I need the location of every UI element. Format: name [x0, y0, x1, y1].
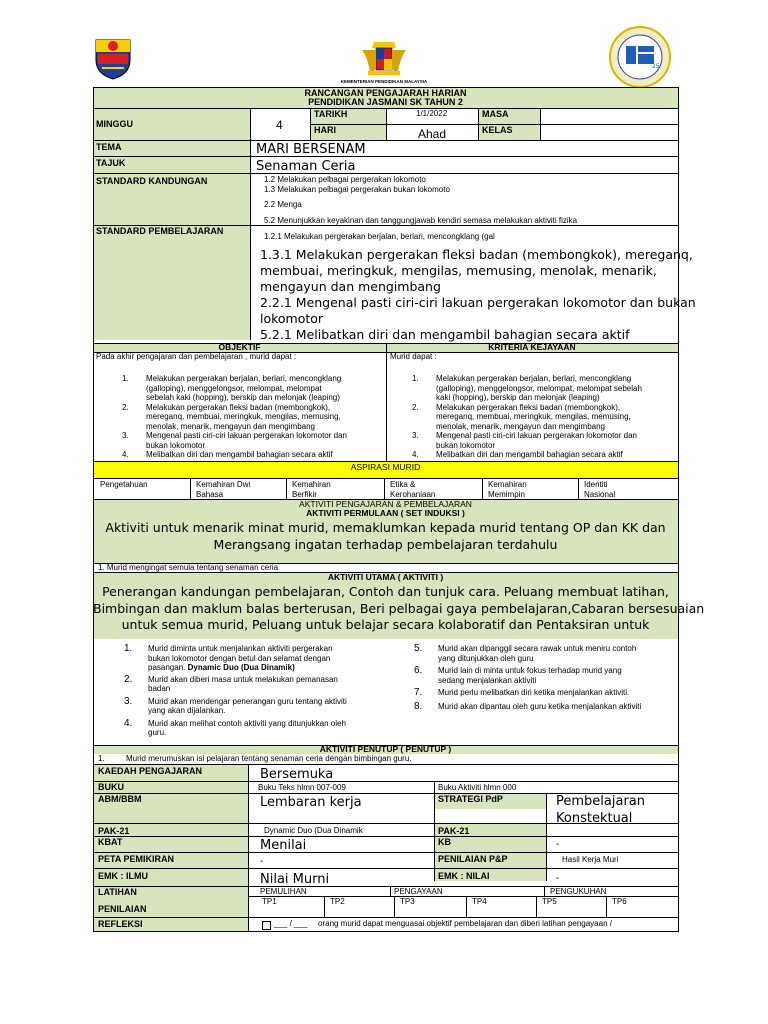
- objektif-item: 2. Melakukan pergerakan fleksi badan (membongkok), mereganq, membuai, meringkuk, mengilas, memusing, menolak, menarik, mengayun dan mengimbang: [122, 402, 341, 431]
- aspirasi-etika: Etika & Kerohaniaan: [390, 480, 436, 499]
- utama-item: 7. Murid perlu melibatkan diri ketika menjalankan aktiviti.: [414, 687, 630, 698]
- pak21-label-right: PAK-21: [438, 826, 470, 836]
- utama-item: 6. Murid lain di minta untuk fokus terhadap murid yang sedang menjalankan aktiviti: [414, 665, 622, 685]
- kriteria-item: 1. Melakukan pergerakan berjalan, berlari, mencongklang (galloping), menggelongsor, melompat, melompat sebelah kaki (hopping), berskip dan melonjak (leaping): [412, 374, 642, 402]
- refleksi-blank: ___ / ___: [274, 919, 308, 928]
- utama-line-3: untuk semua murid, Peluang untuk belajar secara kolaboratif dan Pentaksiran untuk: [121, 617, 650, 632]
- emk-nilai-value: -: [556, 873, 560, 884]
- utama-line-2: Bimbingan dan maklum balas berterusan, Beri pelbagai gaya pembelajaran,Cabaran bersesuaian: [93, 601, 705, 616]
- svg-text:25: 25: [652, 63, 660, 70]
- buku-label: BUKU: [98, 782, 124, 792]
- school-crest-logo: [92, 34, 134, 80]
- latihan-pengayaan: PENGAYAAN: [394, 887, 443, 896]
- tarikh-label: TARIKH: [314, 109, 348, 119]
- permulaan-line-2: Merangsang ingatan terhadap pembelajaran terdahulu: [213, 537, 558, 552]
- sk-line-1: 1.2 Melakukan pelbagai pergerakan lokomoto: [264, 175, 426, 184]
- objektif-item: 1. Melakukan pergerakan berjalan, berlari, mencongklang (galloping), menggelongsor, melompat, melompat sebelah kaki (hopping), berskip dan melonjak (leaping): [122, 374, 342, 402]
- kb-label: KB: [438, 837, 451, 847]
- peta-value: -: [260, 856, 264, 867]
- emk-ilmu-value: Nilai Murni: [260, 872, 330, 887]
- tp3: TP3: [400, 897, 415, 906]
- tema-value: MARI BERSENAM: [256, 142, 366, 157]
- utama-item: 5. Murid akan dipanggil secara rawak untuk meniru contoh yang ditunjukkan oleh guru: [414, 643, 637, 663]
- kaedah-value: Bersemuka: [260, 767, 334, 782]
- sk-line-2: 1.3 Melakukan pelbagai pergerakan bukan lokomoto: [264, 185, 450, 194]
- kbat-value: Menilai: [260, 838, 307, 853]
- peta-label: PETA PEMIKIRAN: [98, 854, 175, 864]
- latihan-label: LATIHAN: [98, 887, 137, 897]
- tp6: TP6: [612, 897, 627, 906]
- kbat-label: KBAT: [98, 837, 123, 847]
- hari-value: Ahad: [418, 127, 447, 141]
- latihan-pengukuhan: PENGUKUHAN: [550, 887, 607, 896]
- tp2: TP2: [330, 897, 345, 906]
- minggu-label: MINGGU: [96, 119, 133, 129]
- tajuk-label: TAJUK: [96, 158, 126, 168]
- strategi-line-2: Konstektual: [556, 811, 633, 826]
- plan-subtitle: PENDIDIKAN JASMANI SK TAHUN 2: [308, 97, 463, 107]
- utama-item: 3. Murid akan mendengar penerangan guru tentang aktiviti yang akan dijalankan.: [124, 695, 347, 715]
- sk-line-3: 2.2 Menga: [264, 200, 302, 209]
- sp-line-5: lokomotor: [260, 311, 324, 326]
- penutup-num: 1.: [98, 754, 105, 763]
- latihan-pemulihan: PEMULIHAN: [260, 887, 307, 896]
- strategi-line-1: Pembelajaran: [556, 794, 645, 809]
- pak21-value: Dynamic Duo (Dua Dinamik: [264, 826, 363, 835]
- tp4: TP4: [472, 897, 487, 906]
- penutup-text: Murid merumuskan isi pelajaran tentang senaman ceria dengan bimbingan guru.: [126, 754, 412, 763]
- emk-nilai-label: EMK : NILAI: [438, 871, 490, 881]
- emk-ilmu-label: EMK : ILMU: [98, 871, 148, 881]
- penilaian-label: PENILAIAN: [98, 904, 147, 914]
- refleksi-text: orang murid dapat menguasai objektif pembelajaran dan diberi latihan pengayaan /: [318, 919, 612, 928]
- tajuk-value: Senaman Ceria: [256, 159, 356, 174]
- aspirasi-berfikir: Kemahiran Berfikir: [292, 480, 331, 499]
- sp-line-6: 5.2.1 Melibatkan diri dan mengambil bahagian secara aktif: [260, 327, 630, 342]
- sp-line-3: mengayun dan mengimbang: [260, 279, 441, 294]
- penutup-header: AKTIVITI PENUTUP ( PENUTUP ): [319, 744, 452, 754]
- school-anniversary-logo: [608, 26, 672, 88]
- permulaan-line-1: Aktiviti untuk menarik minat murid, memaklumkan kepada murid tentang OP dan KK dan: [105, 520, 666, 535]
- utama-item: 1. Murid diminta untuk menjalankan aktiviti pergerakan bukan lokomotor dengan betul dan selamat dengan pasangan. Dynamic Duo (Dua Dinamik): [124, 643, 333, 672]
- plan-title: RANCANGAN PENGAJARAH HARIAN: [304, 88, 467, 98]
- kriteria-item: 2. Melakukan pergerakan fleksi badan (membongkok), mereganq, membuai, meringkuk, mengilas, memusing, menolak, menarik, mengayun dan mengimbang: [412, 402, 631, 431]
- kriteria-intro: Murid dapat :: [390, 352, 437, 361]
- strategi-label: STRATEGI PdP: [438, 794, 503, 804]
- aspirasi-pengetahuan: Pengetahuan: [100, 480, 148, 489]
- ministry-coat-of-arms-logo: [356, 38, 412, 78]
- utama-item: 4. Murid akan melihat contoh aktiviti yang ditunjukkan oleh guru.: [124, 717, 346, 737]
- aspirasi-memimpin: Kemahiran Memimpin: [488, 480, 527, 499]
- tp5: TP5: [542, 897, 557, 906]
- aspirasi-identiti: Identiti Nasional: [584, 480, 616, 499]
- kb-value: -: [556, 839, 560, 850]
- aspirasi-dwi-bahasa: Kemahiran Dwi Bahasa: [196, 480, 251, 499]
- tp1: TP1: [262, 897, 277, 906]
- objektif-intro: Pada akhir pengajaran dan pembelajaran , murid dapat :: [96, 352, 297, 361]
- permulaan-header: AKTIVITI PERMULAAN ( SET INDUKSI ): [306, 508, 465, 518]
- objektif-item: 4. Melibatkan diri dan mengambil bahagian secara aktif: [122, 450, 333, 459]
- sp-line-1: 1.3.1 Melakukan pergerakan fleksi badan (membongkok), mereganq,: [260, 247, 693, 262]
- buku-aktiviti: Buku Aktiviti hlmn 000: [438, 783, 517, 792]
- abm-label: ABM/BBM: [98, 794, 142, 804]
- objektif-header: OBJEKTIF: [218, 342, 261, 352]
- penilaian-pdp-value: Hasil Kerja Muri: [562, 855, 619, 864]
- tarikh-value: 1/1/2022: [416, 109, 448, 118]
- aspirasi-header: ASPIRASI MURID: [350, 462, 421, 472]
- sp-small-line: 1.2.1 Melakukan pergerakan berjalan, berlari, mencongklang (gal: [264, 232, 495, 241]
- standard-pembelajaran-label: STANDARD PEMBELAJARAN: [96, 226, 224, 236]
- pak21-label: PAK-21: [98, 826, 130, 836]
- tema-label: TEMA: [96, 142, 122, 152]
- utama-item: 8. Murid akan dipantau oleh guru ketika menjalankan aktiviti: [414, 700, 642, 712]
- kelas-label: KELAS: [482, 125, 513, 135]
- sp-line-2: membuai, meringkuk, mengilas, memusing, menolak, menarik,: [260, 263, 657, 278]
- minggu-value: 4: [276, 118, 283, 132]
- refleksi-label: REFLEKSI: [98, 919, 143, 929]
- utama-header: AKTIVITI UTAMA ( AKTIVITI ): [327, 572, 444, 582]
- sk-line-4: 5.2 Menunjukkan keyakinan dan tanggungjawab kendiri semasa melakukan aktiviti fizika: [264, 216, 578, 225]
- utama-item: 2. Murid akan diberi masa untuk melakukan pemanasan badan: [124, 673, 338, 693]
- sp-line-4: 2.2.1 Mengenal pasti ciri-ciri lakuan pergerakan lokomotor dan bukan: [260, 295, 696, 310]
- standard-kandungan-label: STANDARD KANDUNGAN: [96, 176, 208, 186]
- utama-line-1: Penerangan kandungan pembelajaran, Contoh dan tunjuk cara. Peluang membuat latihan,: [102, 584, 669, 599]
- buku-teks: Buku Teks hlmn 007-009: [258, 783, 346, 792]
- masa-label: MASA: [482, 109, 509, 119]
- permulaan-note: 1. Murid mengingat semula tentang senaman ceria: [98, 563, 279, 572]
- kriteria-item: 3. Mengenal pasti ciri-ciri lakuan pergerakan lokomotor dan bukan lokomotor: [412, 431, 637, 450]
- kaedah-label: KAEDAH PENGAJARAN: [98, 766, 203, 776]
- ministry-name: KEMENTERIAN PENDIDIKAN MALAYSIA: [340, 79, 428, 84]
- abm-value: Lembaran kerja: [260, 795, 362, 810]
- hari-label: HARI: [314, 125, 336, 135]
- kriteria-item: 4. Melibatkan diri dan mengambil bahagian secara aktif: [412, 450, 623, 459]
- kriteria-header: KRITERIA KEJAYAAN: [488, 342, 576, 352]
- objektif-item: 3. Mengenal pasti ciri-ciri lakuan pergerakan lokomotor dan bukan lokomotor: [122, 431, 347, 450]
- aktiviti-header: AKTIVITI PENGAJARAN & PEMBELAJARAN: [299, 499, 472, 509]
- penilaian-pdp-label: PENILAIAN P&P: [438, 854, 508, 864]
